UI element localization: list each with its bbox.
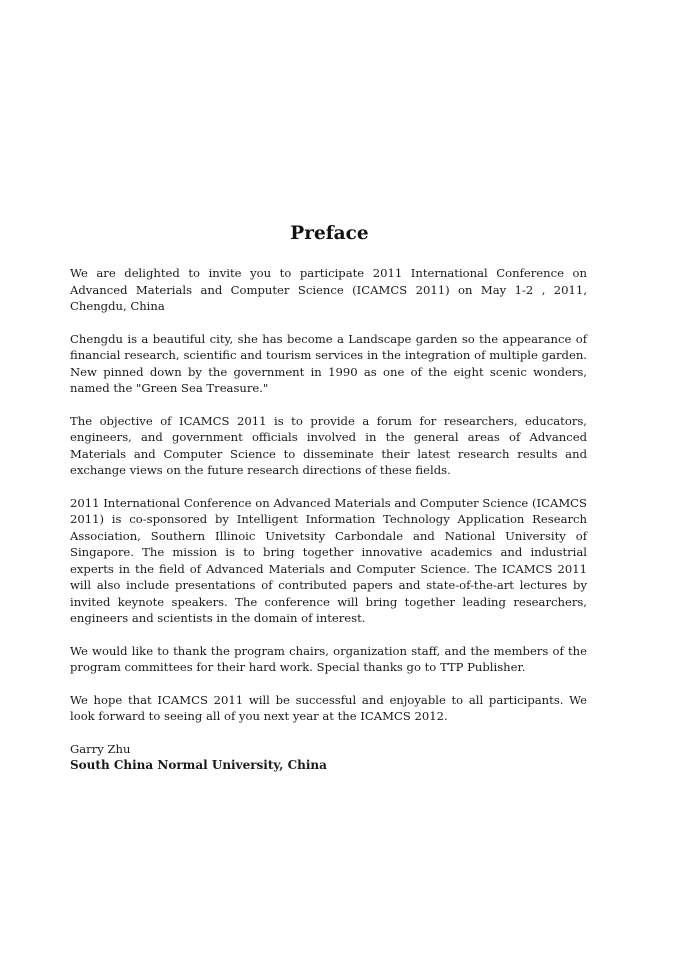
page-title: Preface: [290, 223, 369, 244]
signature-name: Garry Zhu: [70, 741, 131, 756]
signature-affiliation: South China Normal University, China: [70, 758, 327, 772]
paragraph-objective: The objective of ICAMCS 2011 is to provide a forum for researchers, educators, engineers, and government officials involved in the general areas of Advanced Materials and Computer Science to disseminate their latest research results and exchange views on the future research directions of these fields.: [70, 413, 587, 477]
paragraph-closing: We hope that ICAMCS 2011 will be successful and enjoyable to all participants. We look forward to seeing all of you next year at the ICAMCS 2012.: [70, 692, 587, 723]
paragraph-invitation: We are delighted to invite you to participate 2011 International Conference on Advanced Materials and Computer Science (ICAMCS 2011) on May 1-2 , 2011, Chengdu, China: [70, 266, 587, 313]
paragraph-sponsors: 2011 International Conference on Advanced Materials and Computer Science (ICAMCS 2011) is co-sponsored by Intelligent Information Technology Application Research Association, Southern Illinoic Univetsity Carbondale and National University of Singapore. The mission is to bring together innovative academics and industrial experts in the field of Advanced Materials and Computer Science. The ICAMCS 2011 will also include presentations of contributed papers and state-of-the-art lectures by invited keynote speakers. The conference will bring together leading researchers, engineers and scientists in the domain of interest.: [70, 495, 587, 625]
paragraph-thanks: We would like to thank the program chairs, organization staff, and the members of the program committees for their hard work. Special thanks go to TTP Publisher.: [70, 643, 587, 674]
preface-content: [70, 222, 587, 774]
paragraph-chengdu: Chengdu is a beautiful city, she has become a Landscape garden so the appearance of financial research, scientific and tourism services in the integration of multiple garden. New pinned down by the government in 1990 as one of the eight scenic wonders, named the "Green Sea Treasure.": [70, 331, 587, 395]
